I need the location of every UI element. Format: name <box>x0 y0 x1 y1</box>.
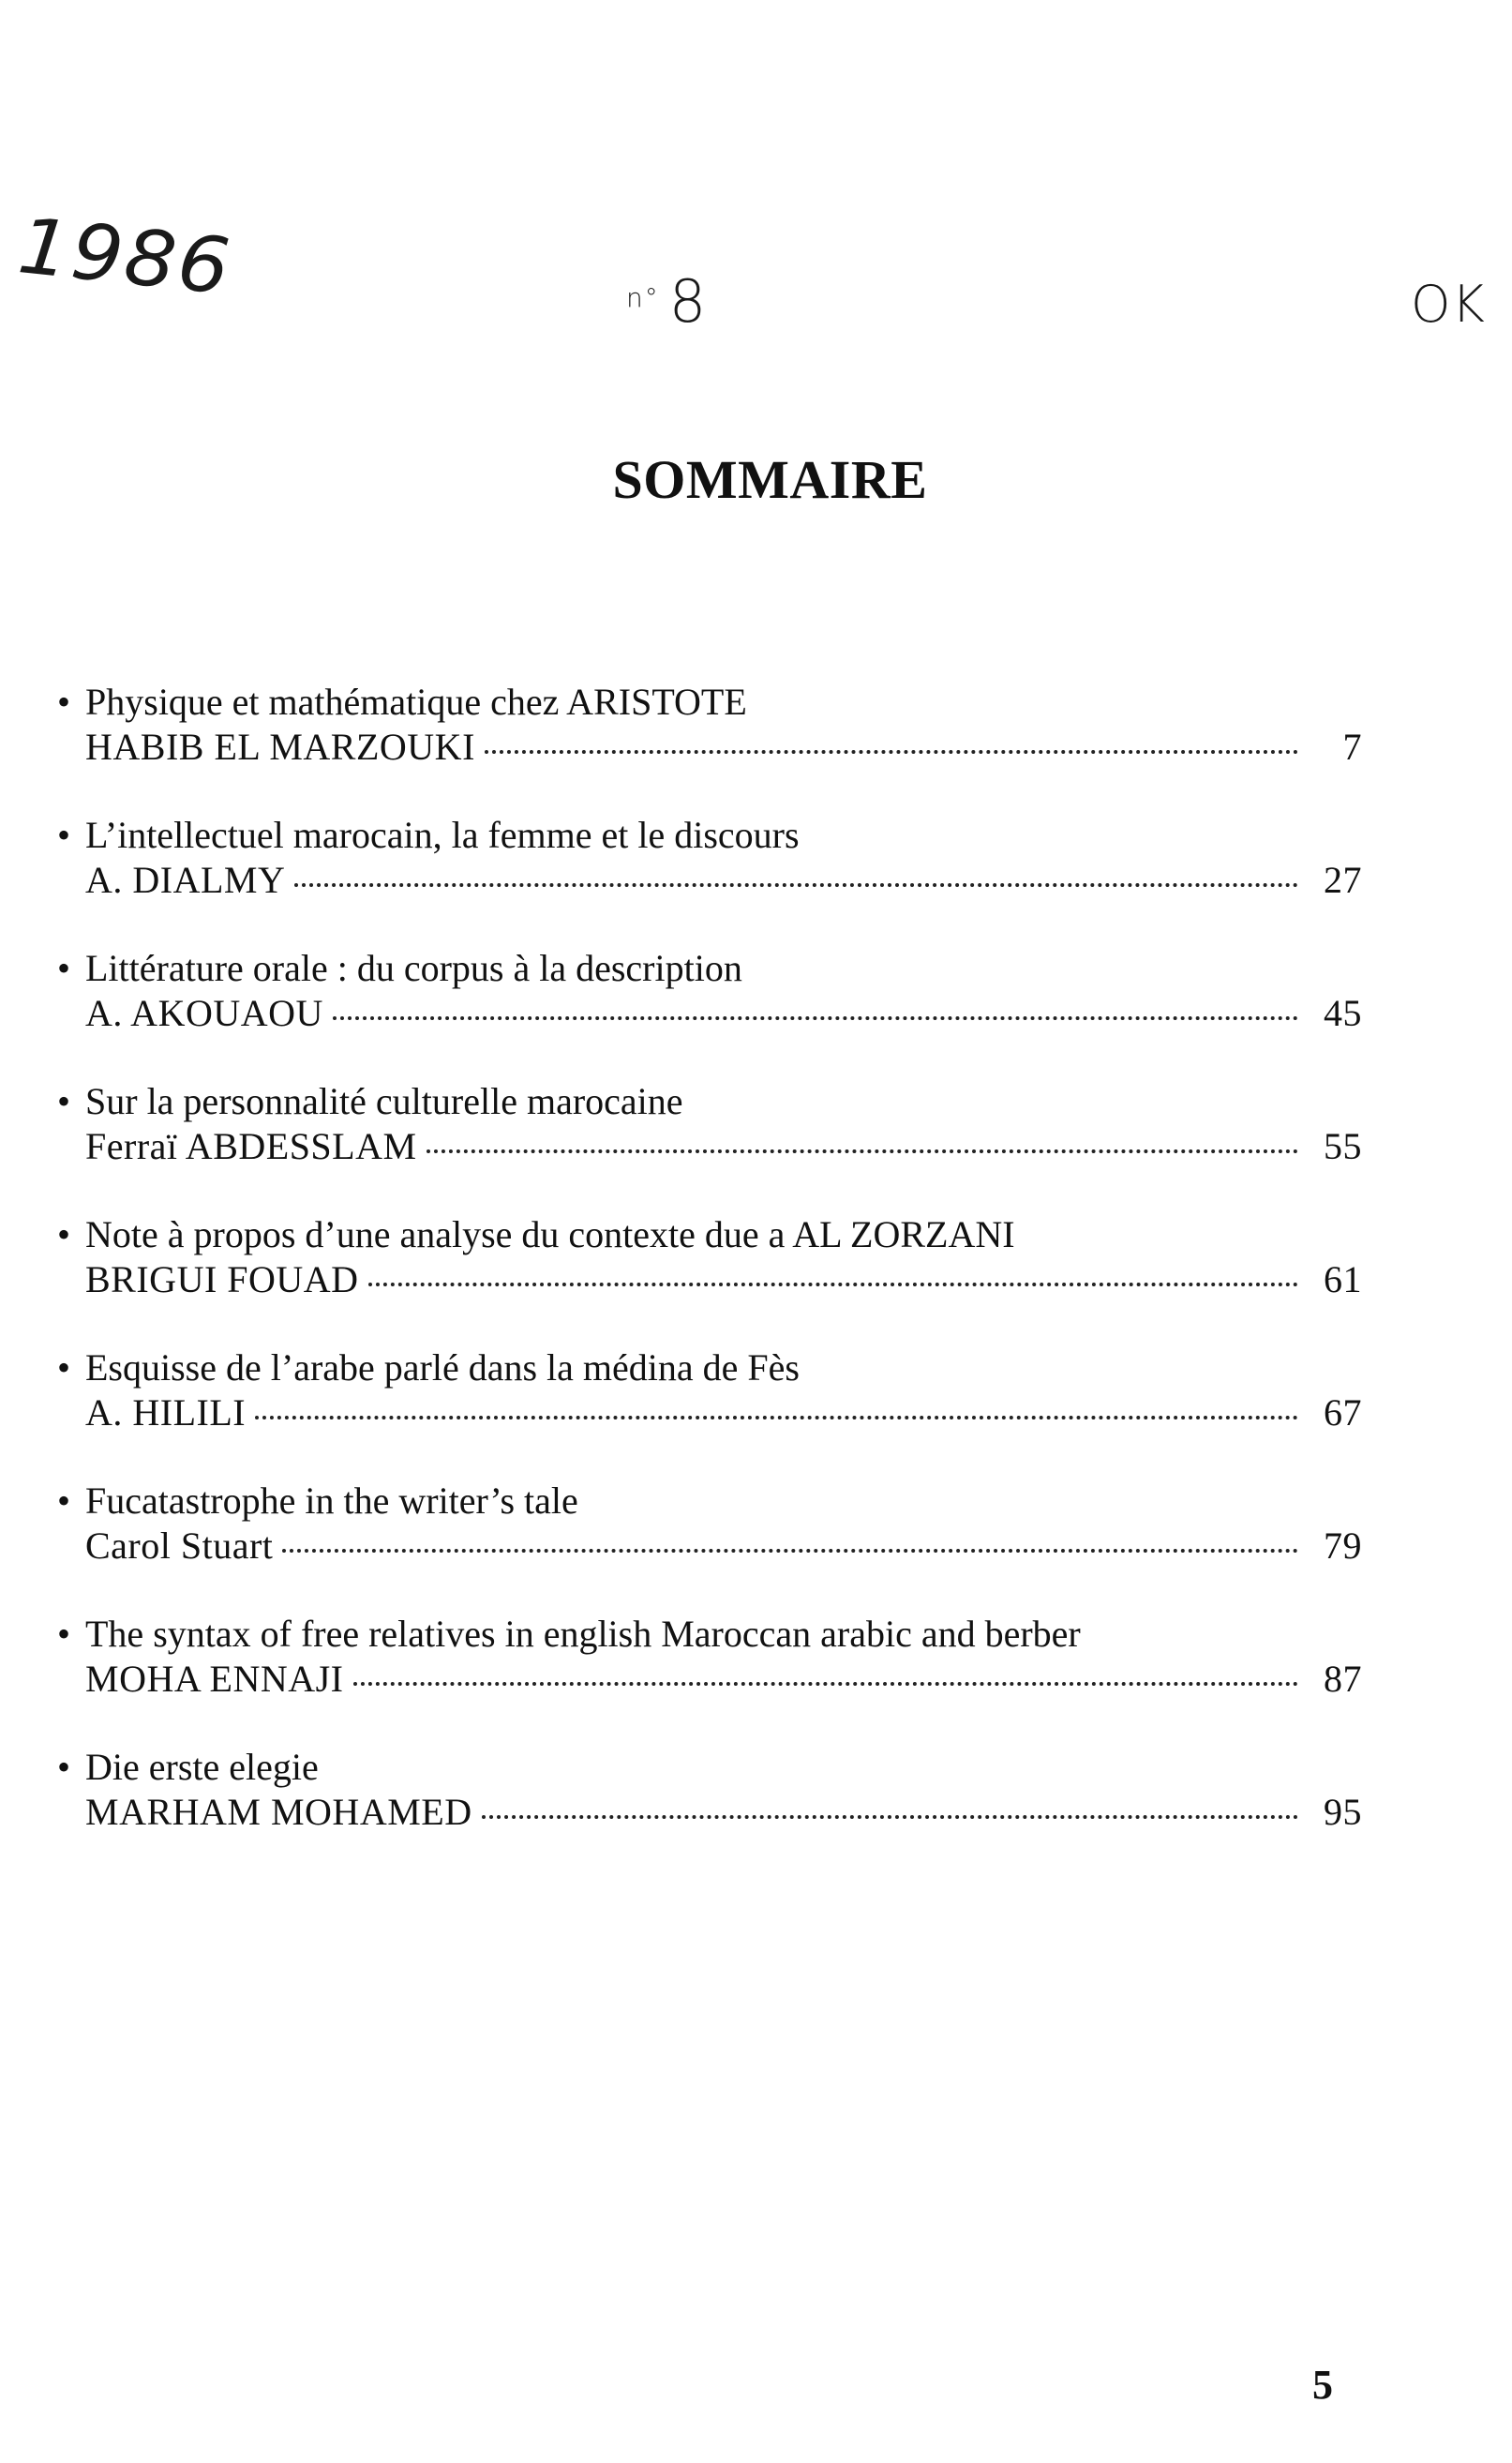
entry-title: Esquisse de l’arabe parlé dans la médina de Fès <box>85 1346 800 1389</box>
entry-author: HABIB EL MARZOUKI <box>85 726 475 768</box>
entry-author: Carol Stuart <box>85 1524 274 1567</box>
entry-title: Sur la personnalité culturelle marocaine <box>85 1080 683 1122</box>
entry-page: 45 <box>1324 992 1362 1034</box>
dot-leader <box>368 1283 1298 1286</box>
dot-leader <box>282 1549 1298 1553</box>
handwritten-year: 1986 <box>14 202 236 313</box>
entry-title: Note à propos d’une analyse du contexte due a AL ZORZANI <box>85 1213 1015 1255</box>
bullet-icon: • <box>56 1613 70 1655</box>
entry-title: Physique et mathématique chez ARISTOTE <box>85 681 747 723</box>
dot-leader <box>333 1016 1298 1020</box>
toc-entry[interactable] <box>50 1612 1362 1745</box>
entry-title: L’intellectuel marocain, la femme et le discours <box>85 814 800 856</box>
entry-title: Die erste elegie <box>85 1746 319 1788</box>
entry-author: Ferraï ABDESSLAM <box>85 1125 417 1167</box>
bullet-icon: • <box>56 1746 70 1788</box>
dot-leader <box>485 750 1298 754</box>
toc-entry[interactable] <box>50 1745 1362 1878</box>
dot-leader <box>294 883 1298 887</box>
entry-page: 87 <box>1324 1658 1362 1700</box>
entry-author: MOHA ENNAJI <box>85 1658 344 1700</box>
entry-page: 95 <box>1324 1791 1362 1833</box>
bullet-icon: • <box>56 1080 70 1122</box>
entry-author: A. HILILI <box>85 1391 247 1434</box>
entry-title: The syntax of free relatives in english Maroccan arabic and berber <box>85 1613 1081 1655</box>
toc-entry[interactable] <box>50 813 1362 946</box>
page-number: 5 <box>1312 2362 1333 2408</box>
page-title: SOMMAIRE <box>612 449 928 510</box>
handwritten-issue-value: 8 <box>668 267 709 336</box>
entry-author: A. DIALMY <box>85 859 286 901</box>
dot-leader <box>427 1149 1298 1153</box>
entry-author: A. AKOUAOU <box>85 992 323 1034</box>
entry-author: BRIGUI FOUAD <box>85 1258 359 1300</box>
toc-entry[interactable] <box>50 1079 1362 1212</box>
toc-entry[interactable] <box>50 1212 1362 1345</box>
entry-page: 55 <box>1324 1125 1362 1167</box>
entry-page: 27 <box>1324 859 1362 901</box>
bullet-icon: • <box>56 814 70 856</box>
dot-leader <box>482 1815 1298 1819</box>
dot-leader <box>353 1682 1299 1686</box>
toc-entry[interactable] <box>50 1479 1362 1612</box>
entry-title: Littérature orale : du corpus à la description <box>85 947 742 989</box>
bullet-icon: • <box>56 947 70 989</box>
table-of-contents <box>50 680 1362 1878</box>
entry-title: Fucatastrophe in the writer’s tale <box>85 1479 578 1522</box>
toc-entry[interactable] <box>50 1345 1362 1479</box>
bullet-icon: • <box>56 1479 70 1522</box>
toc-entry[interactable] <box>50 946 1362 1079</box>
entry-page: 67 <box>1324 1391 1362 1434</box>
bullet-icon: • <box>56 1346 70 1389</box>
entry-author: MARHAM MOHAMED <box>85 1791 472 1833</box>
entry-page: 7 <box>1342 726 1362 768</box>
handwritten-issue-number <box>626 267 708 336</box>
handwritten-issue-prefix: n° <box>626 282 660 313</box>
handwritten-ok-mark: OK <box>1411 275 1486 334</box>
dot-leader <box>255 1416 1298 1419</box>
entry-page: 79 <box>1324 1524 1362 1567</box>
entry-page: 61 <box>1324 1258 1362 1300</box>
bullet-icon: • <box>56 1213 70 1255</box>
bullet-icon: • <box>56 681 70 723</box>
toc-entry[interactable] <box>50 680 1362 813</box>
